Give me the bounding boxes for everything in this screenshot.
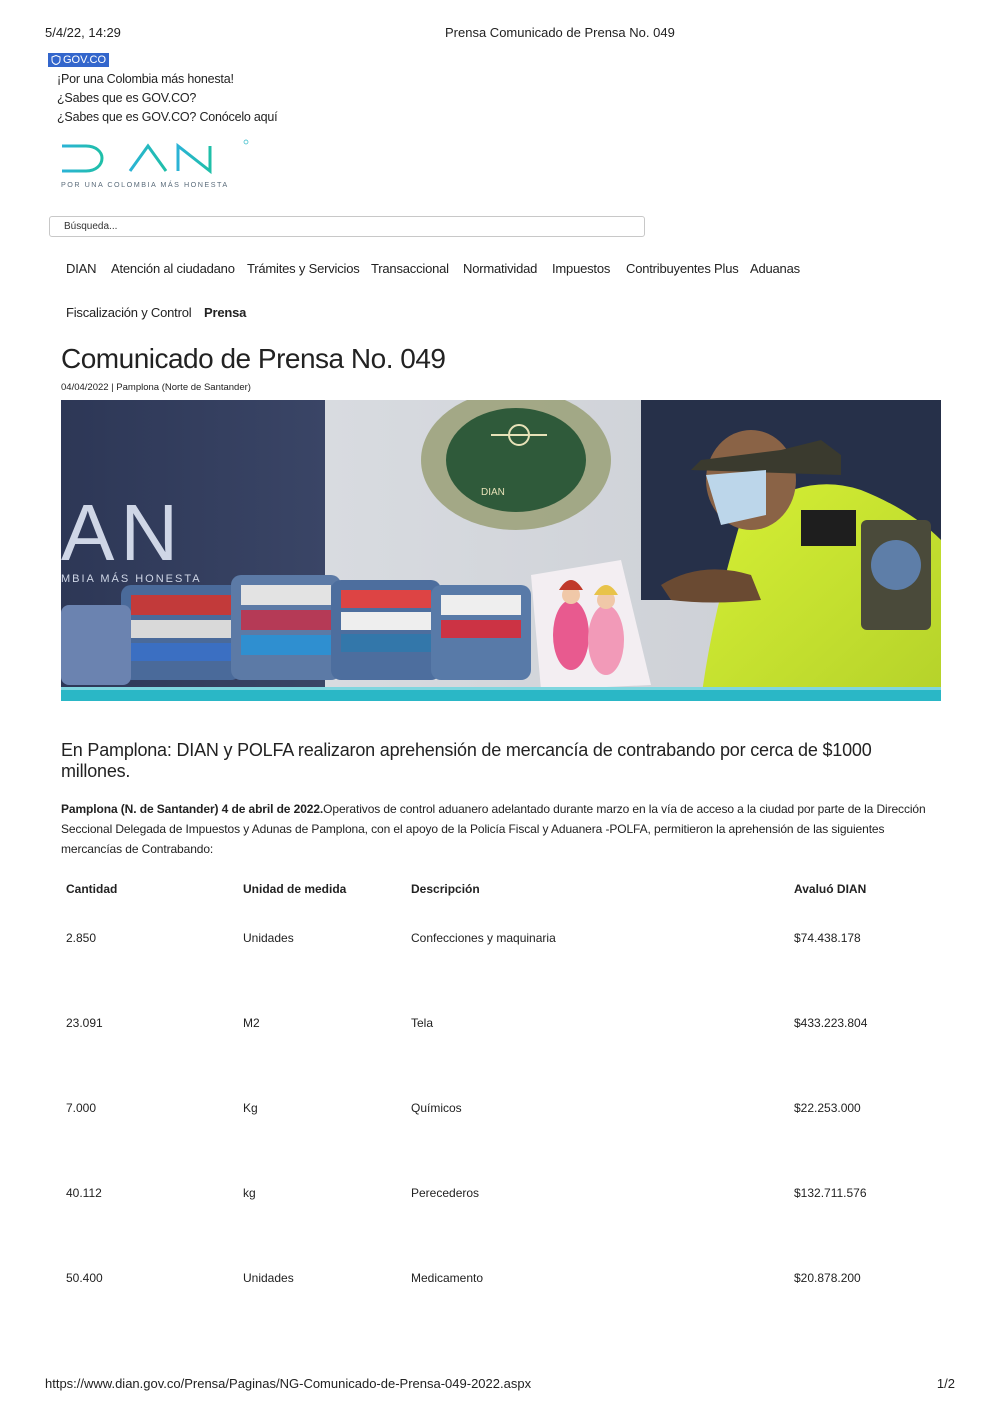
nav-item-fiscalizacion[interactable]: Fiscalización y Control — [66, 305, 192, 320]
svg-text:AN: AN — [61, 488, 185, 577]
hero-photo-illustration — [61, 400, 941, 701]
article-subtitle: En Pamplona: DIAN y POLFA realizaron aprehensión de mercancía de contrabando por cerca de $1000 millones. — [61, 740, 872, 781]
nav-item-tramites[interactable]: Trámites y Servicios — [247, 261, 360, 276]
column-header-descripcion: Descripción — [411, 882, 480, 896]
cell-cantidad: 7.000 — [66, 1101, 97, 1115]
cell-descripcion: Perecederos — [411, 1186, 480, 1200]
govco-learn-more-link[interactable]: ¿Sabes que es GOV.CO? Conócelo aquí — [57, 110, 278, 124]
nav-item-aduanas[interactable]: Aduanas — [750, 261, 800, 276]
search-input[interactable]: Búsqueda... — [49, 216, 645, 237]
article-hero-image — [61, 400, 941, 701]
cell-cantidad: 23.091 — [66, 1016, 103, 1030]
svg-text:MBIA MÁS HONESTA: MBIA MÁS HONESTA — [61, 573, 202, 585]
article-lead-paragraph — [61, 799, 936, 859]
govco-badge-label: GOV.CO — [63, 54, 106, 66]
cell-unidad: Kg — [243, 1101, 258, 1115]
nav-item-atencion[interactable]: Atención al ciudadano — [111, 261, 235, 276]
dian-logo-graphic — [60, 136, 252, 192]
cell-avaluo: $74.438.178 — [794, 931, 861, 945]
svg-text:DIAN: DIAN — [481, 487, 505, 498]
nav-item-prensa[interactable]: Prensa — [204, 305, 247, 320]
page-number: 1/2 — [936, 1376, 955, 1391]
page-title: Comunicado de Prensa No. 049 — [61, 343, 446, 374]
column-header-avaluo: Avaluó DIAN — [794, 882, 867, 896]
cell-cantidad: 2.850 — [66, 931, 97, 945]
article-meta: 04/04/2022 | Pamplona (Norte de Santander) — [61, 382, 251, 393]
nav-item-transaccional[interactable]: Transaccional — [371, 261, 449, 276]
cell-avaluo: $22.253.000 — [794, 1101, 861, 1115]
print-document-title: Prensa Comunicado de Prensa No. 049 — [445, 25, 675, 40]
cell-unidad: Unidades — [243, 1271, 294, 1285]
govco-badge[interactable] — [48, 53, 109, 67]
article-lead-dateline: Pamplona (N. de Santander) 4 de abril de 2022. — [61, 802, 324, 816]
govco-shield-icon — [51, 55, 61, 65]
cell-cantidad: 50.400 — [66, 1271, 103, 1285]
print-datetime: 5/4/22, 14:29 — [45, 25, 121, 40]
nav-item-impuestos[interactable]: Impuestos — [552, 261, 611, 276]
dian-tagline: POR UNA COLOMBIA MÁS HONESTA — [61, 180, 229, 189]
column-header-cantidad: Cantidad — [66, 882, 118, 896]
dian-logo[interactable] — [60, 136, 252, 192]
nav-item-dian[interactable]: DIAN — [66, 261, 97, 276]
cell-avaluo: $20.878.200 — [794, 1271, 861, 1285]
cell-cantidad: 40.112 — [66, 1186, 102, 1200]
cell-avaluo: $433.223.804 — [794, 1016, 868, 1030]
nav-item-contribuyentes-plus[interactable]: Contribuyentes Plus — [626, 261, 739, 276]
cell-descripcion: Químicos — [411, 1101, 462, 1115]
page-url: https://www.dian.gov.co/Prensa/Paginas/NG-Comunicado-de-Prensa-049-2022.aspx — [45, 1376, 532, 1391]
cell-descripcion: Confecciones y maquinaria — [411, 931, 556, 945]
cell-unidad: M2 — [243, 1016, 260, 1030]
print-header — [45, 25, 955, 41]
cell-descripcion: Tela — [411, 1016, 434, 1030]
govco-slogan: ¡Por una Colombia más honesta! — [57, 72, 234, 86]
column-header-unidad: Unidad de medida — [243, 882, 347, 896]
cell-descripcion: Medicamento — [411, 1271, 484, 1285]
govco-links — [57, 70, 277, 127]
cell-unidad: kg — [243, 1186, 256, 1200]
cell-unidad: Unidades — [243, 931, 294, 945]
article-lead-text: Operativos de control aduanero adelantado durante marzo en la vía de acceso a la ciudad por parte de la Dirección Seccional Delegada de Impuestos y Adunas de Pamplona, con el apoyo de la Policía Fiscal y Aduanera -POLFA, permitieron la aprehensión de las siguientes mercancías de Contrabando: — [61, 802, 926, 856]
govco-question-link[interactable]: ¿Sabes que es GOV.CO? — [57, 91, 197, 105]
nav-item-normatividad[interactable]: Normatividad — [463, 261, 538, 276]
cell-avaluo: $132.711.576 — [794, 1186, 867, 1200]
